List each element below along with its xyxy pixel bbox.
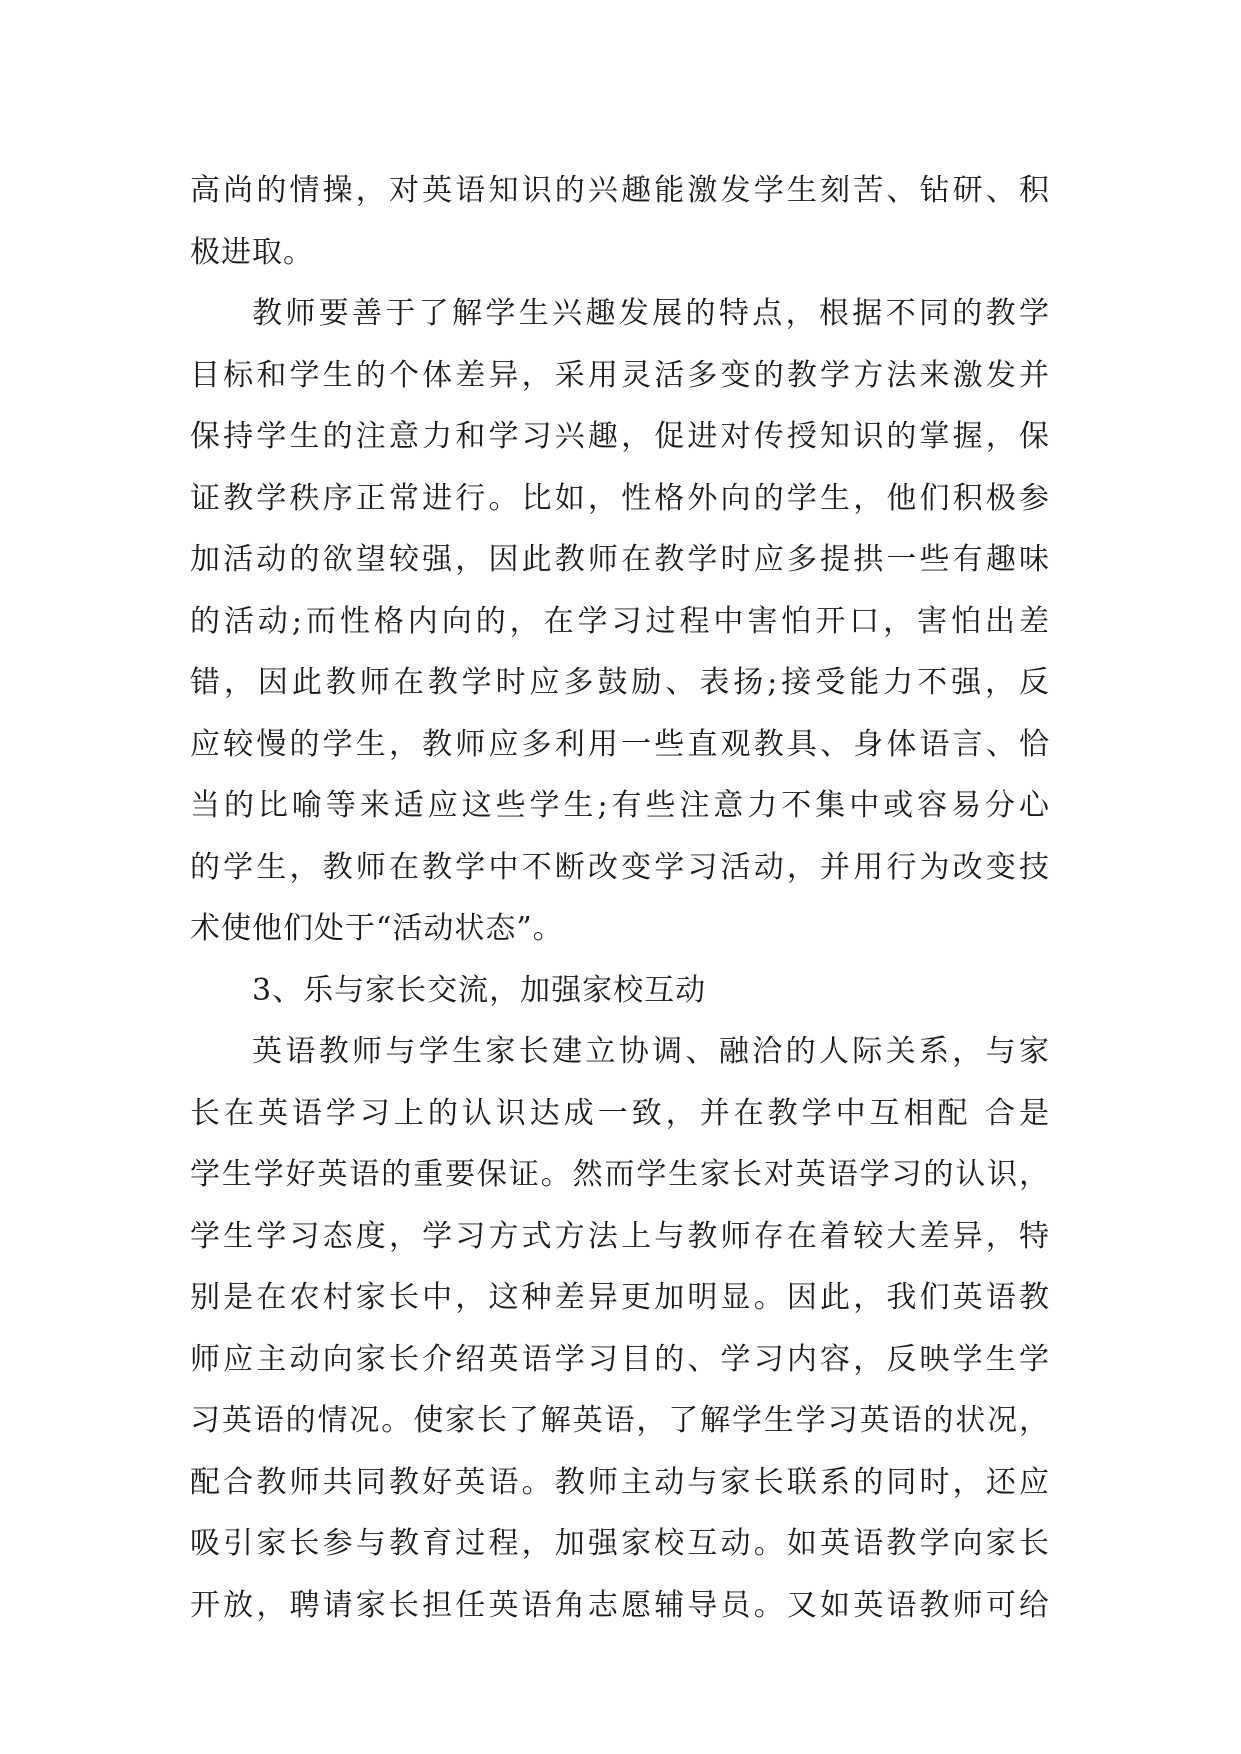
text-line: 高尚的情操，对英语知识的兴趣能激发学生刻苦、钻研、积 (190, 173, 1050, 208)
text-line: 极进取。 (190, 234, 314, 270)
text-line: 别是在农村家长中，这种差异更加明显。因此，我们英语教 (190, 1280, 1050, 1315)
text-line: 长在英语学习上的认识达成一致，并在教学中互相配 合是 (190, 1095, 1050, 1131)
text-line: 术使他们处于“活动状态”。 (190, 911, 564, 946)
text-line: 吸引家长参与教育过程，加强家校互动。如英语教学向家长 (190, 1526, 1050, 1561)
text-line: 学生学习态度，学习方式方法上与教师存在着较大差异，特 (190, 1218, 1050, 1254)
text-line: 错，因此教师在教学时应多鼓励、表扬;接受能力不强，反 (190, 665, 1050, 700)
text-line: 目标和学生的个体差异，采用灵活多变的教学方法来激发并 (190, 357, 1050, 393)
text-line: 学生学好英语的重要保证。然而学生家长对英语学习的认识， (190, 1157, 1050, 1192)
text-line: 保持学生的注意力和学习兴趣，促进对传授知识的掌握，保 (190, 419, 1050, 454)
text-line: 教师要善于了解学生兴趣发展的特点，根据不同的教学 (252, 296, 1050, 331)
text-line: 加活动的欲望较强，因此教师在教学时应多提拱一些有趣味 (190, 542, 1050, 577)
text-line: 英语教师与学生家长建立协调、融洽的人际关系，与家 (252, 1034, 1050, 1069)
text-line: 的活动;而性格内向的，在学习过程中害怕开口，害怕出差 (190, 603, 1050, 639)
text-line: 配合教师共同教好英语。教师主动与家长联系的同时，还应 (190, 1464, 1050, 1500)
text-line: 当的比喻等来适应这些学生;有些注意力不集中或容易分心 (190, 788, 1050, 823)
text-line: 师应主动向家长介绍英语学习目的、学习内容，反映学生学 (190, 1341, 1050, 1377)
text-line: 习英语的情况。使家长了解英语，了解学生学习英语的状况， (190, 1403, 1050, 1438)
text-line: 3、乐与家长交流，加强家校互动 (252, 972, 707, 1008)
body-text (190, 160, 1050, 1636)
text-line: 应较慢的学生，教师应多利用一些直观教具、身体语言、恰 (190, 726, 1050, 762)
text-line: 证教学秩序正常进行。比如，性格外向的学生，他们积极参 (190, 480, 1050, 516)
text-line: 的学生，教师在教学中不断改变学习活动，并用行为改变技 (190, 849, 1050, 885)
text-line: 开放，聘请家长担任英语角志愿辅导员。又如英语教师可给 (190, 1587, 1050, 1623)
